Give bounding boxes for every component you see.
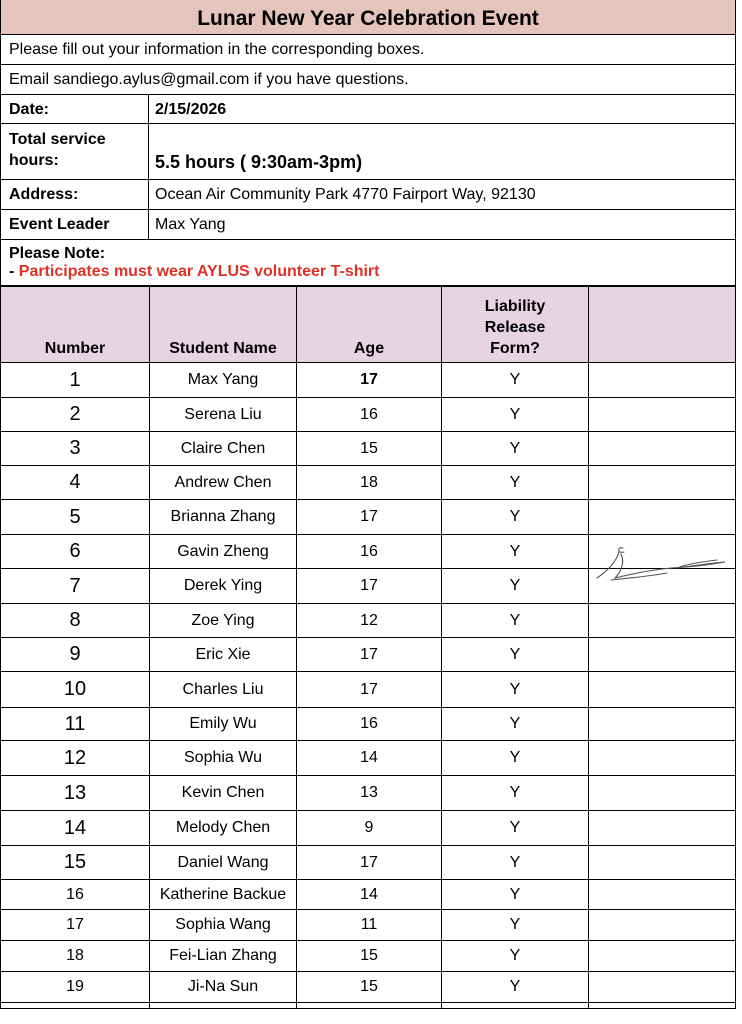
liability-form-cell[interactable]: Y [442, 638, 589, 672]
header-signature [589, 287, 736, 363]
age-cell[interactable]: 17 [297, 569, 442, 604]
age-cell[interactable]: 14 [297, 880, 442, 910]
event-leader-row [1, 210, 736, 240]
signature-cell[interactable] [589, 811, 736, 846]
date-row [1, 95, 736, 124]
age-cell[interactable]: 17 [297, 846, 442, 880]
number-cell[interactable]: 8 [1, 604, 150, 638]
volunteer-table [0, 286, 736, 1009]
header-age: Age [297, 287, 442, 363]
please-note-box [1, 240, 736, 286]
student-name-cell[interactable]: Derek Ying [150, 569, 297, 604]
number-cell[interactable]: 10 [1, 672, 150, 708]
liability-form-cell[interactable]: Y [442, 972, 589, 1003]
student-name-cell[interactable]: Sophia Wu [150, 741, 297, 776]
signature-cell[interactable] [589, 910, 736, 941]
address-label: Address: [1, 180, 149, 209]
liability-form-cell[interactable]: Y [442, 398, 589, 432]
date-label: Date: [1, 95, 149, 123]
age-cell[interactable]: 17 [297, 500, 442, 535]
table-header-row [1, 287, 736, 363]
student-name-cell[interactable]: Katherine Backue [150, 880, 297, 910]
number-cell[interactable]: 13 [1, 776, 150, 811]
student-name-cell[interactable]: Andrew Chen [150, 466, 297, 500]
student-name-cell[interactable]: Kevin Chen [150, 776, 297, 811]
signature-cell[interactable] [589, 604, 736, 638]
signature-cell[interactable] [589, 972, 736, 1003]
table-row [1, 466, 736, 500]
signature-cell[interactable] [589, 500, 736, 535]
header-liability-release-form: Liability Release Form? [442, 287, 589, 363]
number-cell[interactable]: 15 [1, 846, 150, 880]
age-cell[interactable]: 16 [297, 708, 442, 741]
student-name-cell[interactable]: Emily Wu [150, 708, 297, 741]
number-cell[interactable]: 11 [1, 708, 150, 741]
student-name-cell[interactable]: Melody Chen [150, 811, 297, 846]
signature-cell[interactable] [589, 398, 736, 432]
age-cell[interactable]: 14 [297, 741, 442, 776]
student-name-cell[interactable]: Ji-Na Sun [150, 972, 297, 1003]
tshirt-requirement: Participates must wear AYLUS volunteer T-shirt [18, 263, 380, 280]
liability-form-cell[interactable]: Y [442, 880, 589, 910]
student-name-cell[interactable]: Brianna Zhang [150, 500, 297, 535]
liability-form-cell[interactable]: Y [442, 500, 589, 535]
age-cell[interactable]: 15 [297, 941, 442, 972]
number-cell[interactable]: 6 [1, 535, 150, 569]
age-cell[interactable]: 15 [297, 432, 442, 466]
liability-form-cell[interactable]: Y [442, 466, 589, 500]
liability-form-cell[interactable]: Y [442, 741, 589, 776]
liability-form-cell[interactable]: Y [442, 432, 589, 466]
date-value[interactable]: 2/15/2026 [155, 101, 227, 118]
age-cell[interactable]: 16 [297, 398, 442, 432]
age-cell[interactable]: 12 [297, 604, 442, 638]
table-row [1, 398, 736, 432]
event-title: Lunar New Year Celebration Event [1, 0, 736, 35]
number-cell[interactable]: 2 [1, 398, 150, 432]
number-cell[interactable]: 5 [1, 500, 150, 535]
table-row [1, 500, 736, 535]
table-row [1, 638, 736, 672]
student-name-cell[interactable]: Daniel Wang [150, 846, 297, 880]
number-cell[interactable]: 12 [1, 741, 150, 776]
liability-form-cell[interactable]: Y [442, 672, 589, 708]
table-row [1, 672, 736, 708]
student-name-cell[interactable]: Serena Liu [150, 398, 297, 432]
liability-form-cell[interactable]: Y [442, 604, 589, 638]
number-cell[interactable]: 9 [1, 638, 150, 672]
table-row [1, 972, 736, 1003]
table-row [1, 776, 736, 811]
table-row [1, 432, 736, 466]
age-cell[interactable]: 16 [297, 535, 442, 569]
signature-cell[interactable] [589, 880, 736, 910]
number-cell[interactable]: 1 [1, 363, 150, 398]
instruction-fill-out: Please fill out your information in the corresponding boxes. [1, 35, 736, 65]
signature-cell[interactable] [589, 846, 736, 880]
address-row [1, 180, 736, 210]
age-cell[interactable]: 17 [297, 672, 442, 708]
liability-form-cell[interactable]: Y [442, 811, 589, 846]
number-cell[interactable]: 4 [1, 466, 150, 500]
liability-form-cell[interactable]: Y [442, 846, 589, 880]
age-cell[interactable]: 13 [297, 776, 442, 811]
student-name-cell[interactable]: Charles Liu [150, 672, 297, 708]
signature-cell[interactable] [589, 776, 736, 811]
liability-form-cell[interactable]: Y [442, 535, 589, 569]
table-row [1, 363, 736, 398]
table-row [1, 910, 736, 941]
table-row-partial [1, 1003, 736, 1009]
student-name-cell[interactable]: Eric Xie [150, 638, 297, 672]
table-row [1, 708, 736, 741]
signature-cell[interactable] [589, 672, 736, 708]
age-cell[interactable]: 17 [297, 363, 442, 398]
please-note-title: Please Note: [9, 245, 106, 262]
age-cell[interactable]: 17 [297, 638, 442, 672]
number-cell[interactable]: 16 [1, 880, 150, 910]
number-cell[interactable]: 18 [1, 941, 150, 972]
signature-icon [591, 540, 733, 590]
header-number: Number [1, 287, 150, 363]
age-cell[interactable]: 15 [297, 972, 442, 1003]
event-leader-label: Event Leader [1, 210, 149, 239]
liability-form-cell[interactable]: Y [442, 363, 589, 398]
instruction-email: Email sandiego.aylus@gmail.com if you have questions. [1, 65, 736, 95]
student-name-cell[interactable]: Max Yang [150, 363, 297, 398]
address-value[interactable]: Ocean Air Community Park 4770 Fairport Way, 92130 [155, 186, 536, 203]
signature-cell[interactable] [589, 432, 736, 466]
service-hours-row [1, 124, 736, 180]
number-cell[interactable]: 14 [1, 811, 150, 846]
please-note-line [9, 263, 735, 281]
student-name-cell[interactable]: Gavin Zheng [150, 535, 297, 569]
table-row [1, 880, 736, 910]
liability-form-cell[interactable]: Y [442, 708, 589, 741]
signature-cell[interactable] [589, 363, 736, 398]
student-name-cell[interactable]: Zoe Ying [150, 604, 297, 638]
table-row [1, 846, 736, 880]
number-cell[interactable]: 17 [1, 910, 150, 941]
table-row [1, 941, 736, 972]
note-bullet: - [9, 263, 19, 280]
header-student-name: Student Name [150, 287, 297, 363]
event-leader-value[interactable]: Max Yang [155, 216, 226, 233]
signature-cell[interactable] [589, 741, 736, 776]
table-row [1, 811, 736, 846]
number-cell[interactable]: 19 [1, 972, 150, 1003]
table-row [1, 741, 736, 776]
signature-cell[interactable] [589, 708, 736, 741]
age-cell[interactable]: 9 [297, 811, 442, 846]
student-name-cell[interactable]: Sophia Wang [150, 910, 297, 941]
signature-cell[interactable] [589, 638, 736, 672]
table-body [1, 363, 736, 1009]
number-cell[interactable]: 3 [1, 432, 150, 466]
liability-form-cell[interactable]: Y [442, 569, 589, 604]
age-cell[interactable]: 18 [297, 466, 442, 500]
number-cell[interactable]: 7 [1, 569, 150, 604]
liability-form-cell[interactable]: Y [442, 941, 589, 972]
student-name-cell[interactable]: Fei-Lian Zhang [150, 941, 297, 972]
signature-cell[interactable] [589, 941, 736, 972]
age-cell[interactable]: 11 [297, 910, 442, 941]
service-hours-label: Total service hours: [1, 124, 149, 179]
student-name-cell[interactable]: Claire Chen [150, 432, 297, 466]
liability-form-cell[interactable]: Y [442, 910, 589, 941]
table-row [1, 604, 736, 638]
signature-cell[interactable] [589, 466, 736, 500]
service-hours-value[interactable]: 5.5 hours ( 9:30am-3pm) [155, 152, 363, 172]
liability-form-cell[interactable]: Y [442, 776, 589, 811]
